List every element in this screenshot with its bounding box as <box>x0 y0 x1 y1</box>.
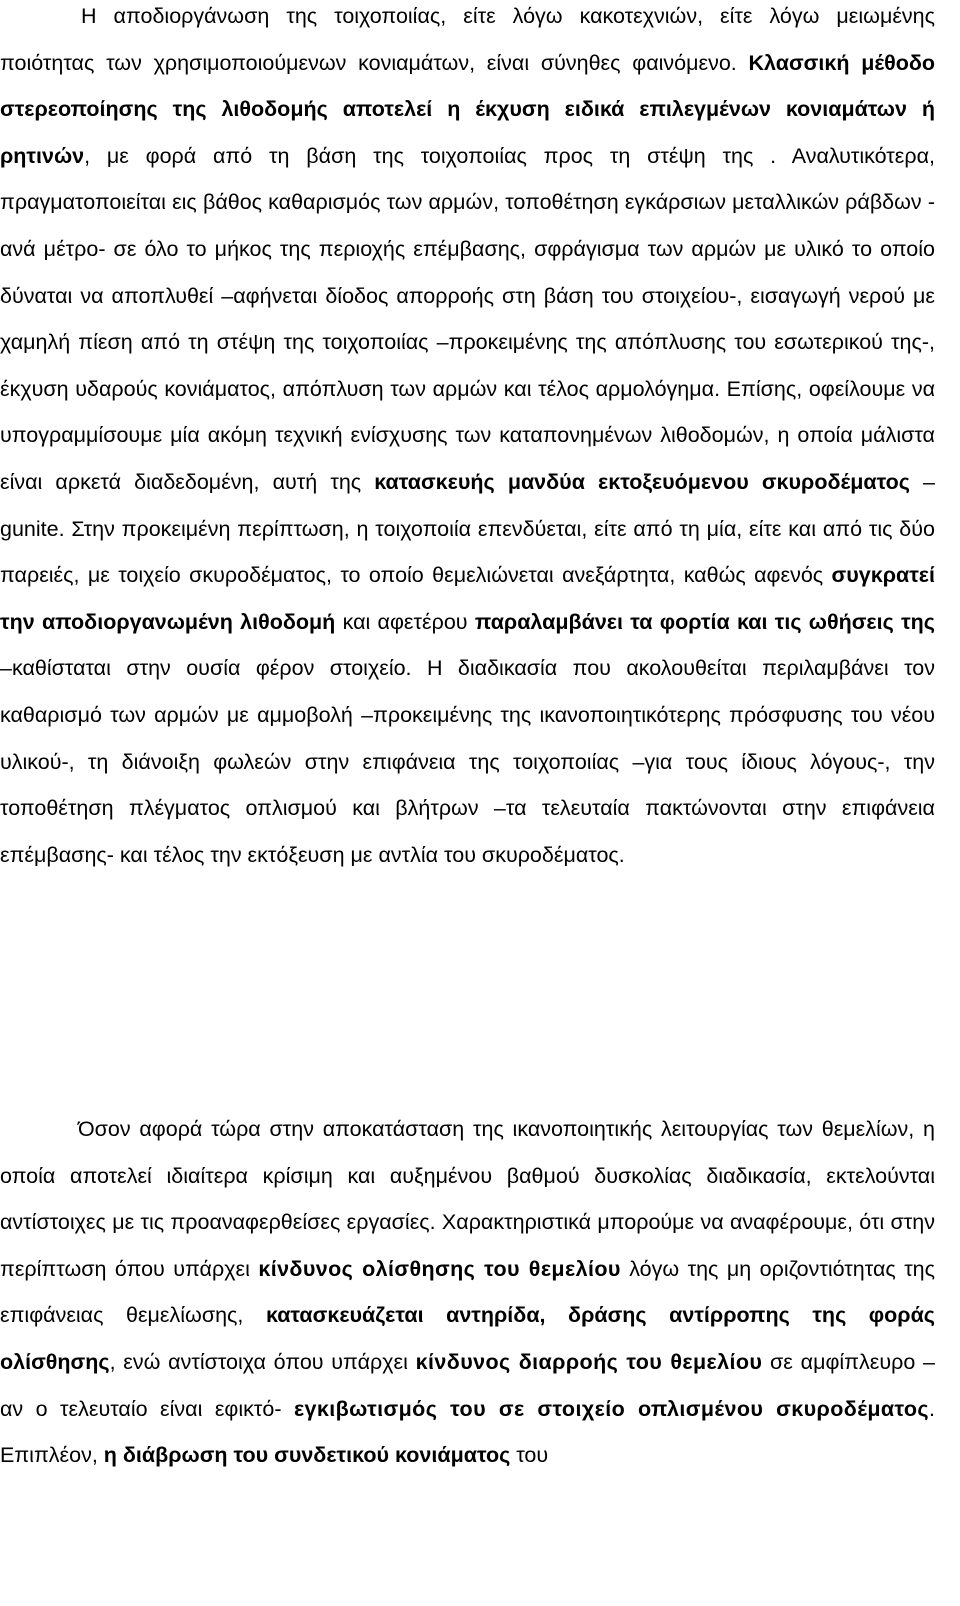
text-run: και αφετέρου <box>335 609 475 634</box>
text-run: –καθίσταται στην ουσία φέρον στοιχείο. Η διαδικασία που ακολουθείται περιλαμβάνει τον καθαρισμό των αρμών με αμμοβολή –προκειμένης της ικανοποιητικότερης πρόσφυσης του νέου υλικού-, τη διάνοιξη φωλεών στην επιφάνεια της τοιχοποιίας –για τους ίδιους λόγους-, την τοποθέτηση πλέγματος οπλισμού και βλήτρων –τα τελευταία πακτώνονται στην επιφάνεια επέμβασης- και τέλος την εκτόξευση με αντλία του σκυροδέματος. <box>0 656 935 867</box>
paragraph-foundation-restoration <box>0 1106 935 1479</box>
text-run: σε αμφίπλευρο –αν ο τελευταίο είναι εφικτό- <box>0 1349 935 1421</box>
bold-run: παραλαμβάνει τα φορτία και τις ωθήσεις της <box>474 609 935 634</box>
text-run: λόγω της μη οριζοντιότητας της επιφάνειας θεμελίωσης, <box>0 1256 936 1328</box>
text-run: του <box>510 1443 549 1468</box>
text-run: . Επιπλέον, <box>0 1396 935 1468</box>
bold-run: εγκιβωτισμός του σε στοιχείο οπλισμένου σκυροδέματος <box>293 1396 930 1421</box>
bold-run: κατασκευής μανδύα εκτοξευόμενου σκυροδέματος <box>374 469 910 494</box>
bold-run: η διάβρωση του συνδετικού κονιάματος <box>103 1443 511 1468</box>
text-run: Η αποδιοργάνωση της τοιχοποιίας, είτε λόγω κακοτεχνιών, είτε λόγω μειωμένης ποιότητας των χρησιμοποιούμενων κονιαμάτων, είναι σύνηθες φαινόμενο. <box>0 4 935 75</box>
bold-run: συγκρατεί την αποδιοργανωμένη λιθοδομή <box>0 563 935 634</box>
text-run: –gunite. Στην προκειμένη περίπτωση, η τοιχοποιία επενδύεται, είτε από τη μία, είτε και από τις δύο παρειές, με τοιχείο σκυροδέματος, το οποίο θεμελιώνεται ανεξάρτητα, καθώς αφενός <box>0 469 935 588</box>
bold-run: κατασκευάζεται αντηρίδα, δράσης αντίρροπης της φοράς ολίσθησης <box>0 1303 935 1374</box>
bold-run: κίνδυνος ολίσθησης του θεμελίου <box>258 1256 621 1281</box>
bold-run: Κλασσική μέθοδο στερεοποίησης της λιθοδομής αποτελεί η έκχυση ειδικά επιλεγμένων κονιαμάτων ή ρητινών <box>0 50 936 168</box>
text-run: Όσον αφορά τώρα στην αποκατάσταση της ικανοποιητικής λειτουργίας των θεμελίων, η οποία αποτελεί ιδιαίτερα κρίσιμη και αυξημένου βαθμού δυσκολίας διαδικασία, εκτελούνται αντίστοιχες με τις προαναφερθείσες εργασίες. Χαρακτηριστικά μπορούμε να αναφέρουμε, ότι στην περίπτωση όπου υπάρχει <box>0 1117 935 1281</box>
bold-run: κίνδυνος διαρροής του θεμελίου <box>415 1349 763 1374</box>
text-run: , με φορά από τη βάση της τοιχοποιίας προς τη στέψη της . Αναλυτικότερα, πραγματοποιείται εις βάθος καθαρισμός των αρμών, τοποθέτηση εγκάρσιων μεταλλικών ράβδων - ανά μέτρο- σε όλο το μήκος της περιοχής επέμβασης, σφράγισμα των αρμών με υλικό το οποίο δύναται να αποπλυθεί –αφήνεται δίοδος απορροής στη βάση του στοιχείου-, εισαγωγή νερού με χαμηλή πίεση από τη στέψη της τοιχοποιίας –προκειμένης της απόπλυσης του εσωτερικού της-, έκχυση υδαρούς κονιάματος, απόπλυση των αρμών και τέλος αρμολόγημα. Επίσης, οφείλουμε να υπογραμμίσουμε μία ακόμη τεχνική ενίσχυσης των καταπονημένων λιθοδομών, η οποία μάλιστα είναι αρκετά διαδεδομένη, αυτή της <box>0 143 935 494</box>
text-run: , ενώ αντίστοιχα όπου υπάρχει <box>109 1349 416 1374</box>
